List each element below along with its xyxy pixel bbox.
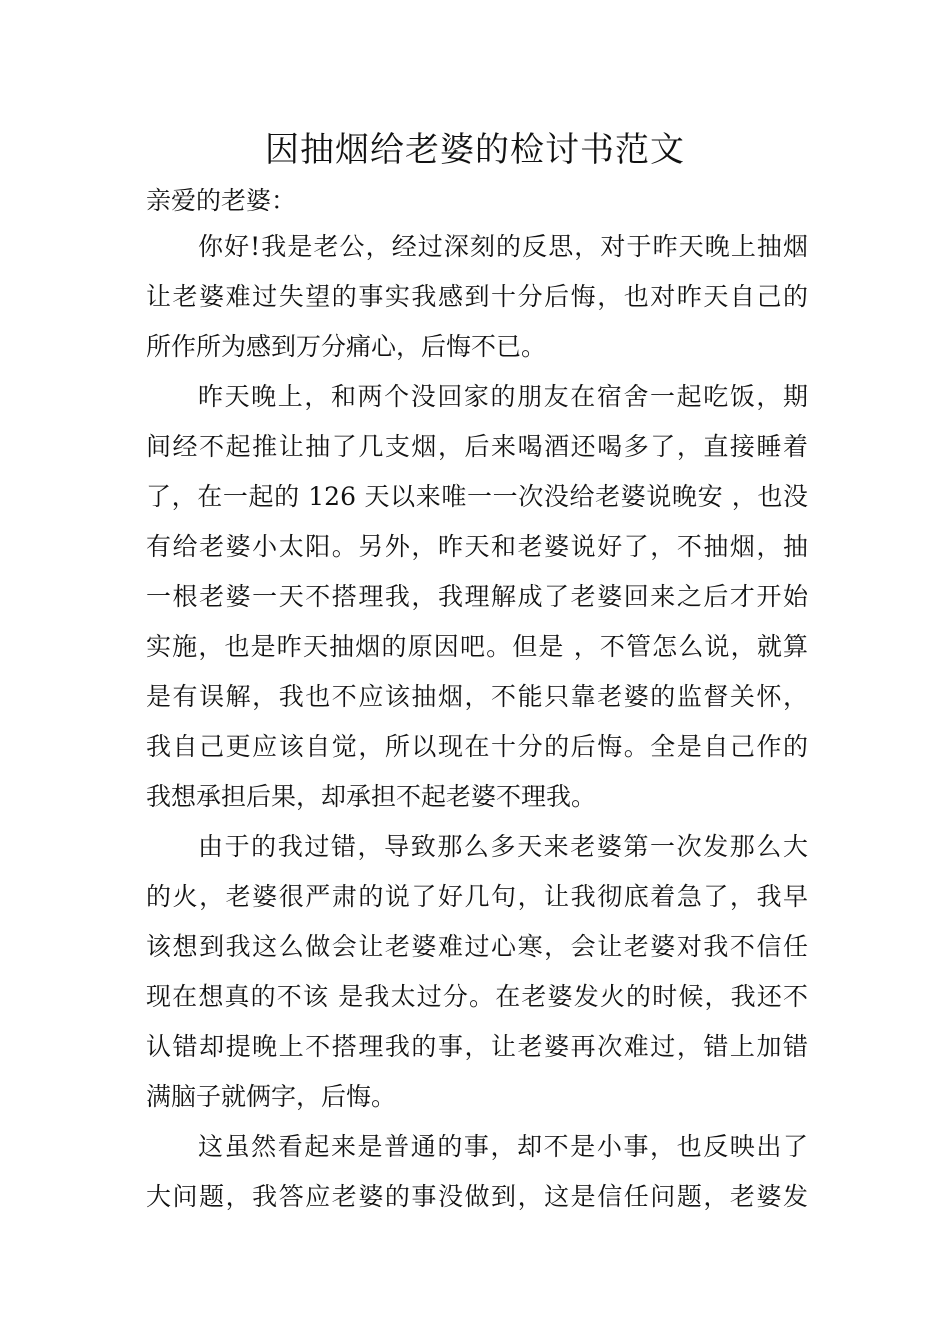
paragraph-line: 这虽然看起来是普通的事，却不是小事，也反映出了 <box>198 1132 808 1161</box>
paragraph-line: 你好!我是老公，经过深刻的反思，对于昨天晚上抽烟 <box>198 232 808 261</box>
paragraph-line: 昨天晚上，和两个没回家的朋友在宿舍一起吃饭，期 <box>198 382 808 411</box>
paragraph-line: 实施，也是昨天抽烟的原因吧。但是 ，不管怎么说，就算 <box>146 632 808 661</box>
paragraph-line: 是有误解，我也不应该抽烟，不能只靠老婆的监督关怀， <box>146 682 808 711</box>
page-title: 因抽烟给老婆的检讨书范文 <box>265 130 685 170</box>
salutation: 亲爱的老婆： <box>146 186 297 215</box>
paragraph-line: 现在想真的不该 是我太过分。在老婆发火的时候，我还不 <box>146 982 808 1011</box>
paragraph-line: 由于的我过错，导致那么多天来老婆第一次发那么大 <box>198 832 808 861</box>
paragraph-line: 满脑子就俩字，后悔。 <box>146 1082 397 1111</box>
paragraph-line: 我自己更应该自觉，所以现在十分的后悔。全是自己作的 <box>146 732 808 761</box>
paragraph-line: 认错却提晚上不搭理我的事，让老婆再次难过，错上加错 <box>146 1032 808 1061</box>
paragraph-line: 间经不起推让抽了几支烟，后来喝酒还喝多了，直接睡着 <box>146 432 808 461</box>
paragraph-line: 我想承担后果，却承担不起老婆不理我。 <box>146 782 597 811</box>
paragraph-line: 一根老婆一天不搭理我，我理解成了老婆回来之后才开始 <box>146 582 808 611</box>
paragraph-line: 该想到我这么做会让老婆难过心寒，会让老婆对我不信任 <box>146 932 808 961</box>
paragraph-line: 有给老婆小太阳。另外，昨天和老婆说好了，不抽烟，抽 <box>146 532 808 561</box>
paragraph-line: 了，在一起的 126 天以来唯一一次没给老婆说晚安 ，也没 <box>146 482 808 511</box>
paragraph-line: 大问题，我答应老婆的事没做到，这是信任问题，老婆发 <box>146 1182 808 1211</box>
paragraph-line: 所作所为感到万分痛心，后悔不已。 <box>146 332 547 361</box>
paragraph-line: 让老婆难过失望的事实我感到十分后悔，也对昨天自己的 <box>146 282 808 311</box>
paragraph-line: 的火，老婆很严肃的说了好几句，让我彻底着急了，我早 <box>146 882 808 911</box>
